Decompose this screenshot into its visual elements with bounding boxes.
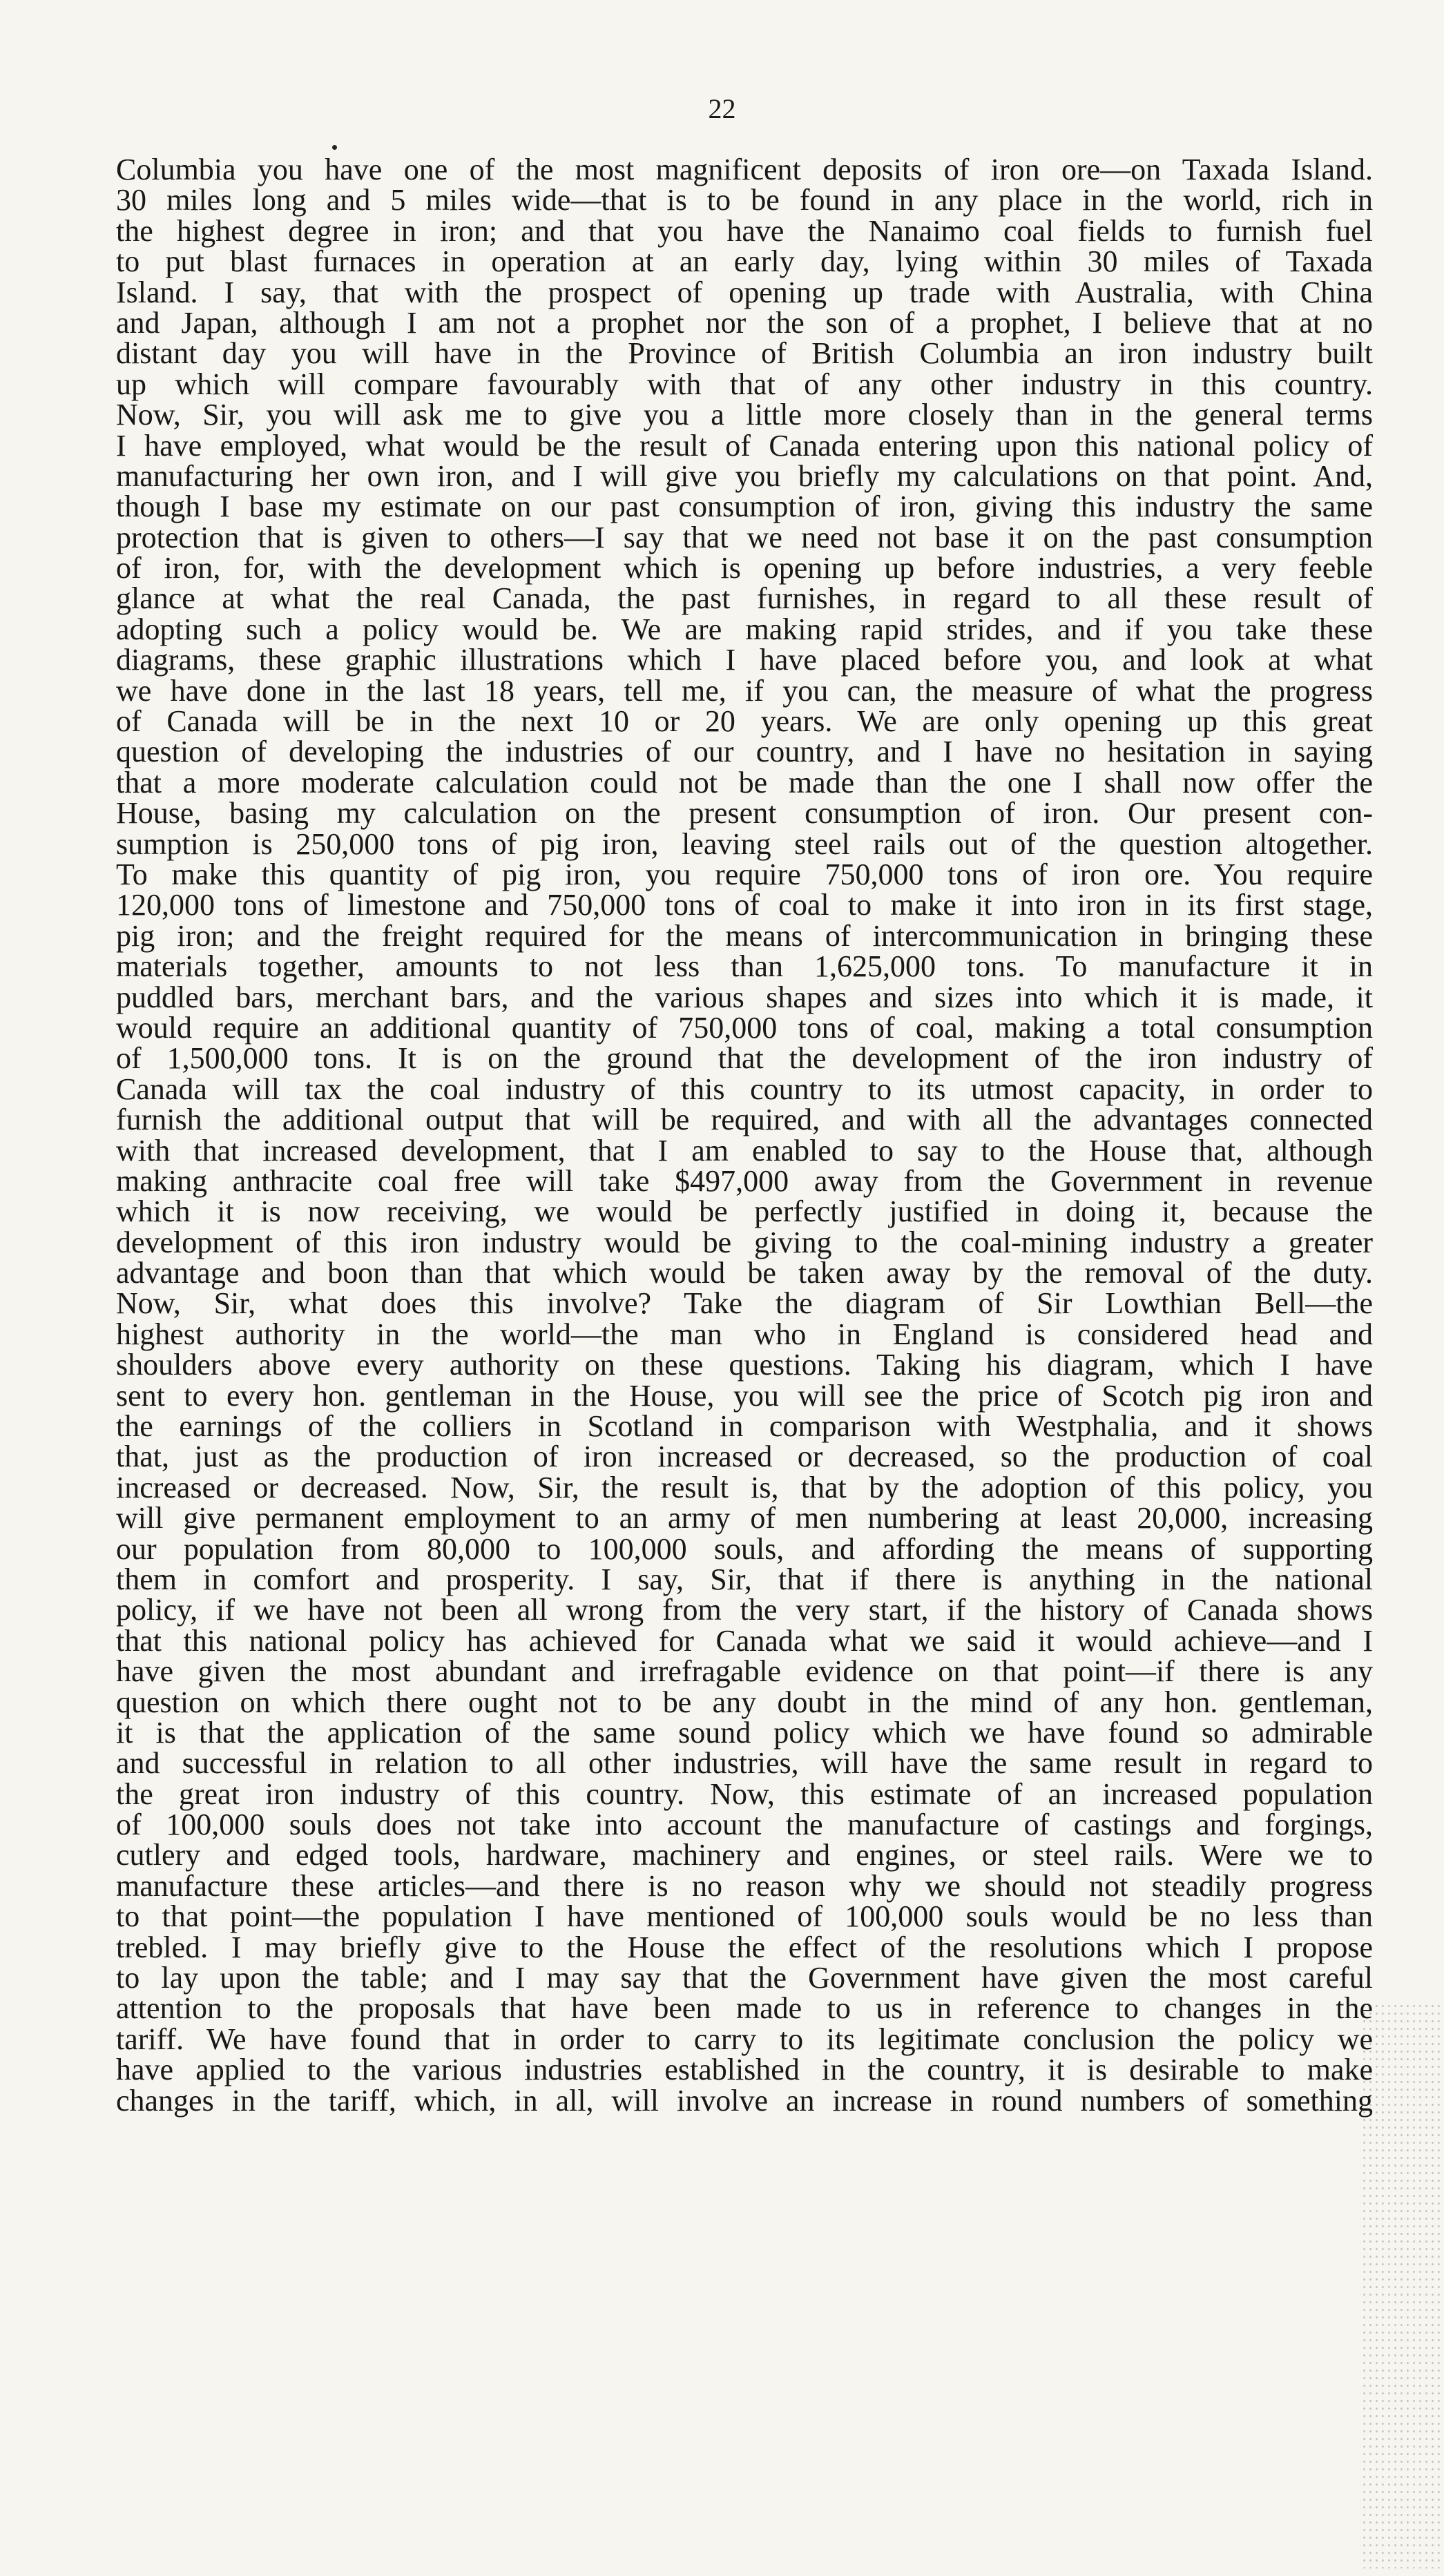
- text-line: 120,000 tons of limestone and 750,000 tons of coal to make it into iron in its first stage,: [116, 888, 1373, 922]
- text-line: which it is now receiving, we would be perfectly justified in doing it, because the: [116, 1194, 1373, 1229]
- text-line: adopting such a policy would be. We are making rapid strides, and if you take these: [116, 612, 1373, 646]
- text-line: will give permanent employment to an army of men numbering at least 20,000, increasing: [116, 1501, 1373, 1536]
- text-line: it is that the application of the same sound policy which we have found so admirable: [116, 1715, 1373, 1750]
- text-line: House, basing my calculation on the present consumption of iron. Our present con-: [116, 796, 1373, 831]
- text-line: attention to the proposals that have been made to us in reference to changes in the: [116, 1991, 1373, 2026]
- text-line: of 1,500,000 tons. It is on the ground that the development of the iron industry of: [116, 1041, 1373, 1076]
- text-line: of iron, for, with the development which is opening up before industries, a very feeble: [116, 551, 1373, 585]
- text-line: development of this iron industry would be giving to the coal-mining industry a greater: [116, 1225, 1373, 1259]
- text-line: them in comfort and prosperity. I say, Sir, that if there is anything in the national: [116, 1562, 1373, 1596]
- text-line: our population from 80,000 to 100,000 souls, and affording the means of supporting: [116, 1531, 1373, 1566]
- text-line: tariff. We have found that in order to carry to its legitimate conclusion the policy we: [116, 2022, 1373, 2056]
- text-line: with that increased development, that I am enabled to say to the House that, although: [116, 1133, 1373, 1168]
- text-line: and Japan, although I am not a prophet nor the son of a prophet, I believe that at no: [116, 305, 1373, 340]
- text-line: to put blast furnaces in operation at an early day, lying within 30 miles of Taxada: [116, 244, 1373, 279]
- text-line: of 100,000 souls does not take into account the manufacture of castings and forgings,: [116, 1808, 1373, 1842]
- text-line: would require an additional quantity of 750,000 tons of coal, making a total consumption: [116, 1010, 1373, 1045]
- text-line: that, just as the production of iron increased or decreased, so the production of coal: [116, 1440, 1373, 1474]
- text-line: distant day you will have in the Province of British Columbia an iron industry built: [116, 336, 1373, 371]
- text-line: highest authority in the world—the man who in England is considered head and: [116, 1317, 1373, 1351]
- text-line: manufacturing her own iron, and I will give you briefly my calculations on that point. And,: [116, 458, 1373, 493]
- text-line: sumption is 250,000 tons of pig iron, leaving steel rails out of the question altogether.: [116, 826, 1373, 861]
- text-line: have applied to the various industries established in the country, it is desirable to make: [116, 2053, 1373, 2087]
- ink-dot: [332, 145, 337, 150]
- text-line: glance at what the real Canada, the past furnishes, in regard to all these result of: [116, 581, 1373, 616]
- text-line: I have employed, what would be the result of Canada entering upon this national policy of: [116, 428, 1373, 463]
- text-line: puddled bars, merchant bars, and the various shapes and sizes into which it is made, it: [116, 980, 1373, 1014]
- text-line: manufacture these articles—and there is no reason why we should not steadily progress: [116, 1868, 1373, 1903]
- text-line: up which will compare favourably with that of any other industry in this country.: [116, 367, 1373, 401]
- text-line: Columbia you have one of the most magnificent deposits of iron ore—on Taxada Island.: [116, 153, 1373, 186]
- text-line: materials together, amounts to not less than 1,625,000 tons. To manufacture it in: [116, 949, 1373, 984]
- text-line: furnish the additional output that will be required, and with all the advantages connected: [116, 1103, 1373, 1137]
- page-number: 22: [708, 93, 736, 124]
- text-line: and successful in relation to all other industries, will have the same result in regard to: [116, 1746, 1373, 1781]
- text-line: protection that is given to others—I say that we need not base it on the past consumption: [116, 520, 1373, 554]
- text-line: To make this quantity of pig iron, you require 750,000 tons of iron ore. You require: [116, 857, 1373, 891]
- text-line: advantage and boon than that which would be taken away by the removal of the duty.: [116, 1256, 1373, 1290]
- text-line: the earnings of the colliers in Scotland in comparison with Westphalia, and it shows: [116, 1409, 1373, 1444]
- text-line: have given the most abundant and irrefragable evidence on that point—if there is any: [116, 1654, 1373, 1689]
- text-line: shoulders above every authority on these questions. Taking his diagram, which I have: [116, 1348, 1373, 1382]
- text-line: pig iron; and the freight required for the means of intercommunication in bringing these: [116, 918, 1373, 953]
- text-line: making anthracite coal free will take $497,000 away from the Government in revenue: [116, 1163, 1373, 1198]
- text-line: of Canada will be in the next 10 or 20 years. We are only opening up this great: [116, 704, 1373, 739]
- text-line: to that point—the population I have mentioned of 100,000 souls would be no less than: [116, 1899, 1373, 1934]
- text-line: Now, Sir, what does this involve? Take the diagram of Sir Lowthian Bell—the: [116, 1286, 1373, 1321]
- text-line: question of developing the industries of our country, and I have no hesitation in saying: [116, 735, 1373, 769]
- body-text: [116, 155, 1373, 2116]
- text-line: we have done in the last 18 years, tell me, if you can, the measure of what the progress: [116, 673, 1373, 708]
- text-line: increased or decreased. Now, Sir, the result is, that by the adoption of this policy, you: [116, 1470, 1373, 1504]
- text-line: though I base my estimate on our past consumption of iron, giving this industry the same: [116, 490, 1373, 524]
- text-line: diagrams, these graphic illustrations which I have placed before you, and look at what: [116, 643, 1373, 677]
- text-line: the highest degree in iron; and that you have the Nanaimo coal fields to furnish fuel: [116, 213, 1373, 248]
- text-line: changes in the tariff, which, in all, will involve an increase in round numbers of something: [116, 2083, 1373, 2118]
- text-line: that this national policy has achieved for Canada what we said it would achieve—and I: [116, 1623, 1373, 1658]
- text-line: question on which there ought not to be any doubt in the mind of any hon. gentleman,: [116, 1685, 1373, 1719]
- text-line: the great iron industry of this country. Now, this estimate of an increased population: [116, 1776, 1373, 1811]
- text-line: to lay upon the table; and I may say that the Government have given the most careful: [116, 1961, 1373, 1995]
- text-line: 30 miles long and 5 miles wide—that is to be found in any place in the world, rich in: [116, 183, 1373, 217]
- text-line: sent to every hon. gentleman in the House, you will see the price of Scotch pig iron and: [116, 1378, 1373, 1413]
- text-line: Island. I say, that with the prospect of opening up trade with Australia, with China: [116, 275, 1373, 309]
- text-line: Canada will tax the coal industry of this country to its utmost capacity, in order to: [116, 1072, 1373, 1106]
- text-line: Now, Sir, you will ask me to give you a little more closely than in the general terms: [116, 398, 1373, 432]
- text-line: cutlery and edged tools, hardware, machinery and engines, or steel rails. Were we to: [116, 1838, 1373, 1872]
- text-line: trebled. I may briefly give to the House the effect of the resolutions which I propose: [116, 1930, 1373, 1964]
- text-line: that a more moderate calculation could not be made than the one I shall now offer the: [116, 765, 1373, 800]
- text-line: policy, if we have not been all wrong from the very start, if the history of Canada shows: [116, 1593, 1373, 1627]
- scan-noise: [1361, 2002, 1444, 2568]
